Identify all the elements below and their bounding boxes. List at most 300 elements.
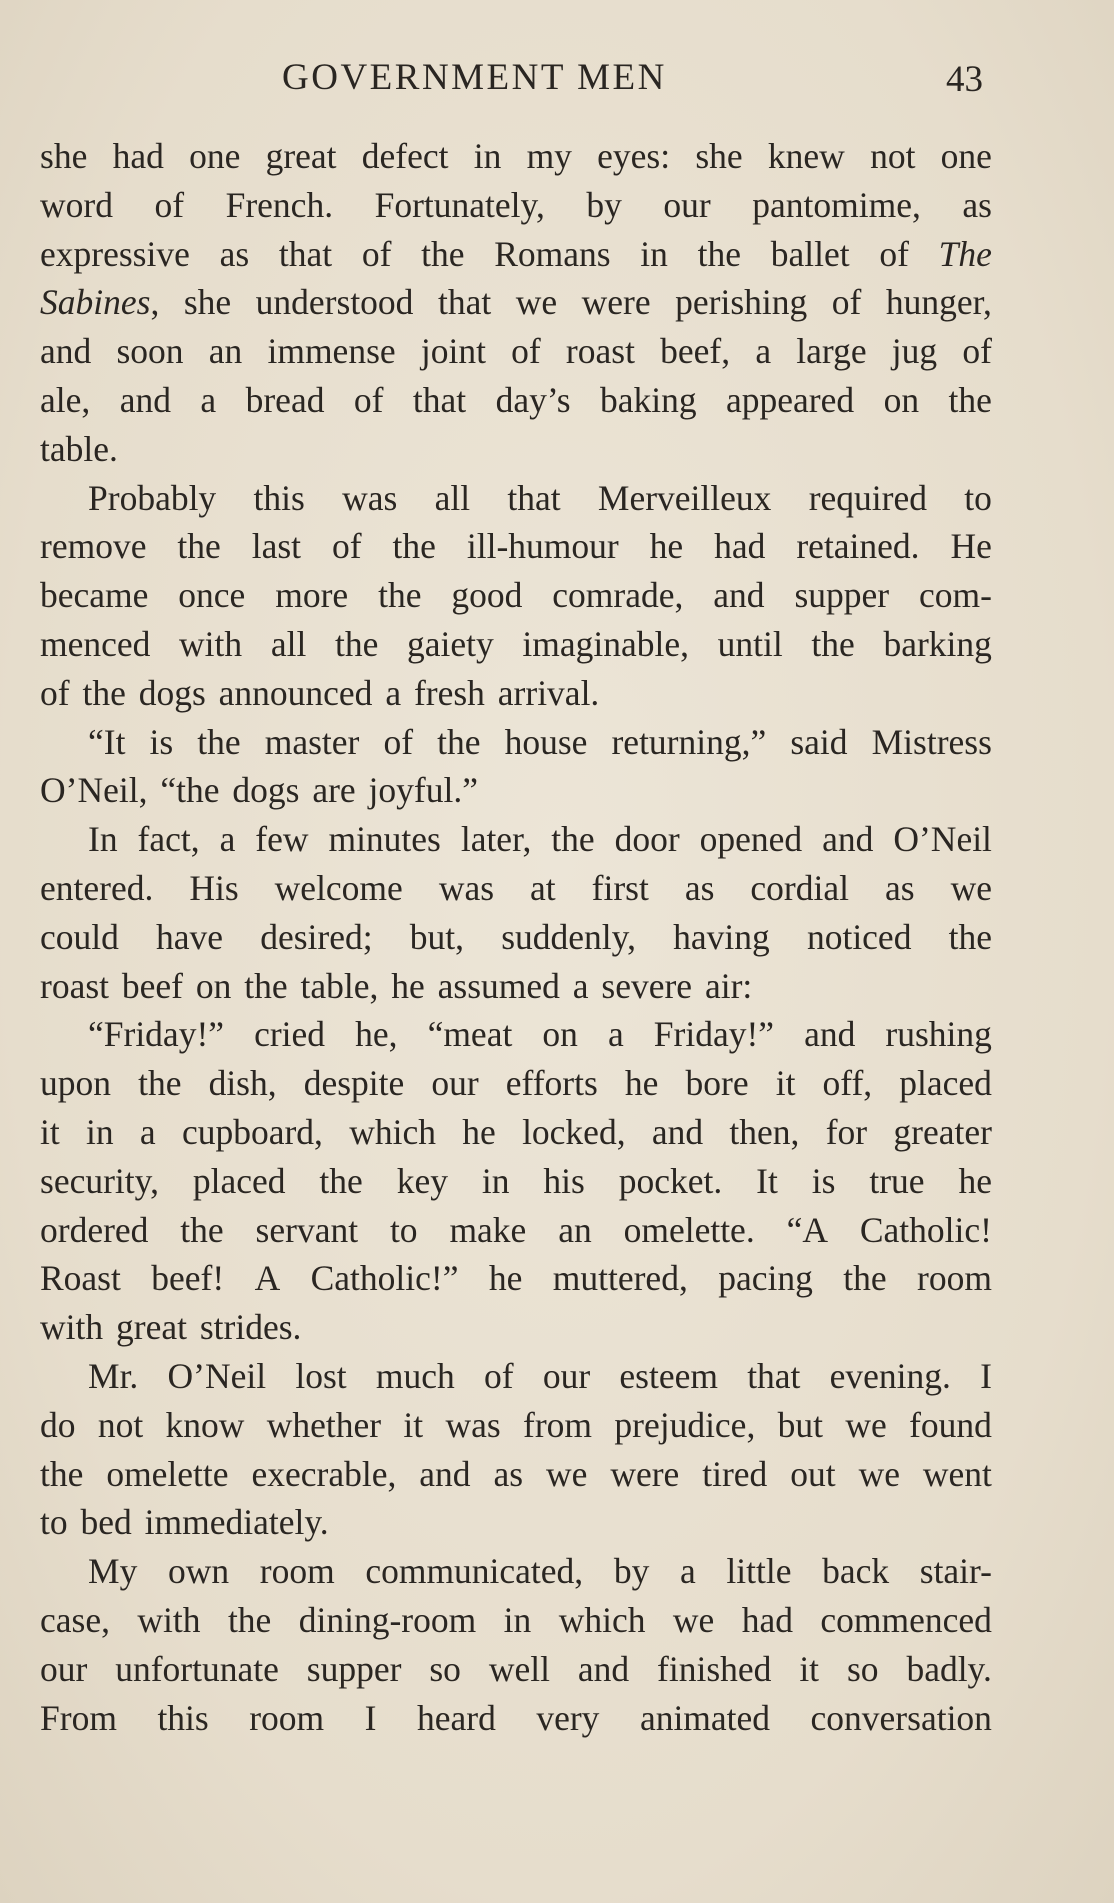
word: “It	[88, 721, 126, 762]
word: despite	[303, 1063, 405, 1104]
word: had	[112, 136, 164, 176]
word: were	[610, 1453, 680, 1494]
word: last	[251, 526, 302, 567]
word: from	[523, 1404, 593, 1445]
word: became	[40, 575, 149, 616]
word: not	[97, 1404, 144, 1445]
word: communicated,	[365, 1551, 584, 1592]
word: which	[558, 1599, 646, 1640]
word: The	[938, 233, 992, 274]
word: and	[804, 1014, 856, 1055]
word: were	[581, 282, 651, 323]
word: My	[88, 1551, 138, 1592]
word: pacing	[718, 1258, 813, 1299]
text-line	[40, 864, 992, 913]
word: of	[353, 379, 384, 420]
word: announced	[218, 672, 373, 713]
word: finished	[657, 1648, 772, 1689]
text-line	[40, 1450, 992, 1499]
word: bed	[80, 1502, 132, 1543]
word: more	[275, 575, 349, 616]
word: this	[253, 477, 305, 518]
word: execrable,	[251, 1453, 397, 1494]
word: it	[799, 1648, 820, 1689]
word: to	[389, 1209, 418, 1250]
word: in	[481, 1160, 510, 1201]
word: once	[178, 575, 246, 616]
word: our	[663, 184, 711, 225]
word: It	[756, 1160, 778, 1201]
word: room	[917, 1258, 992, 1299]
word: soon	[116, 331, 184, 372]
word: in	[473, 136, 502, 176]
word: with	[137, 1599, 201, 1640]
word: O’Neil	[167, 1355, 267, 1396]
word: our	[431, 1063, 479, 1104]
word: a	[755, 331, 772, 372]
word: cried	[254, 1014, 326, 1055]
word: and	[577, 1648, 630, 1689]
word: of	[831, 282, 862, 323]
word: Romans	[494, 233, 611, 274]
word: that	[412, 379, 467, 420]
word: the	[227, 1599, 272, 1640]
word: an	[558, 1209, 592, 1250]
word: little	[726, 1551, 792, 1592]
word: is	[811, 1160, 836, 1201]
word: opened	[699, 819, 803, 860]
word: the	[378, 575, 422, 616]
word: that	[747, 1355, 801, 1396]
word: cordial	[750, 867, 849, 908]
word: she	[695, 136, 743, 176]
word: tired	[702, 1453, 768, 1494]
word: the	[948, 916, 992, 957]
word: a	[139, 1111, 156, 1152]
text-line	[40, 571, 992, 620]
word: we	[515, 282, 558, 323]
word: and	[419, 1453, 471, 1494]
word: room	[259, 1551, 335, 1592]
text-line	[40, 425, 992, 474]
text-line	[40, 1352, 992, 1401]
word: perishing	[675, 282, 808, 323]
word: and	[713, 575, 765, 616]
text-line	[40, 1206, 992, 1255]
word: he	[624, 1063, 659, 1104]
text-line	[40, 913, 992, 962]
text-line	[40, 230, 992, 279]
word: the	[180, 1209, 224, 1250]
word: Catholic!	[859, 1209, 992, 1250]
word: desired;	[260, 916, 373, 957]
text-line	[40, 132, 992, 181]
word: we	[858, 1453, 900, 1494]
word: the	[40, 1453, 84, 1494]
page-number: 43	[946, 59, 983, 100]
word: bore	[685, 1063, 749, 1104]
word: omelette.	[623, 1209, 755, 1250]
word: heard	[417, 1697, 496, 1738]
word: own	[167, 1551, 230, 1592]
word: “A	[786, 1209, 828, 1250]
word: minutes	[328, 819, 441, 860]
word: lost	[295, 1355, 347, 1396]
word: security,	[40, 1160, 159, 1201]
word: suddenly,	[501, 916, 636, 957]
word: one	[189, 136, 241, 176]
word: found	[909, 1404, 992, 1445]
word: of	[154, 184, 185, 225]
word: well	[488, 1648, 550, 1689]
word: immense	[267, 331, 396, 372]
word: fresh	[413, 672, 485, 713]
text-line	[40, 620, 992, 669]
word: Probably	[88, 477, 217, 518]
word: table.	[40, 428, 118, 469]
word: is	[149, 721, 174, 762]
word: by	[586, 184, 622, 225]
word: menced	[40, 623, 151, 664]
body-text	[40, 132, 992, 1742]
word: a	[200, 379, 217, 420]
text-line	[40, 1645, 992, 1694]
word: the	[697, 233, 742, 274]
word: rushing	[885, 1014, 992, 1055]
word: the	[177, 526, 221, 567]
word: barking	[883, 623, 992, 664]
word: of	[40, 672, 70, 713]
text-line	[40, 278, 992, 327]
word: later,	[460, 819, 532, 860]
word: do	[40, 1404, 76, 1445]
word: so	[846, 1648, 879, 1689]
word: In	[88, 819, 118, 860]
word: not	[870, 136, 916, 176]
word: of	[511, 331, 541, 372]
word: he	[958, 1160, 992, 1201]
word: ballet	[770, 233, 850, 274]
word: pocket.	[618, 1160, 723, 1201]
word: as	[684, 867, 715, 908]
word: our	[542, 1355, 591, 1396]
word: A	[254, 1258, 281, 1299]
word: pantomime,	[752, 184, 921, 225]
word: first	[591, 867, 649, 908]
word: arrival.	[497, 672, 600, 713]
word: esteem	[619, 1355, 718, 1396]
word: we	[672, 1599, 715, 1640]
word: that	[278, 233, 333, 274]
word: From	[40, 1697, 117, 1738]
word: knew	[767, 136, 845, 176]
word: servant	[255, 1209, 359, 1250]
word: as	[219, 233, 250, 274]
word: she	[183, 282, 232, 323]
word: air:	[704, 965, 753, 1006]
word: ale,	[40, 379, 91, 420]
word: muttered,	[552, 1258, 688, 1299]
text-line	[40, 1547, 992, 1596]
word: few	[255, 819, 309, 860]
word: great	[265, 136, 337, 176]
word: much	[375, 1355, 455, 1396]
word: all	[434, 477, 471, 518]
word: which	[349, 1111, 436, 1152]
text-line	[40, 718, 992, 767]
text-line	[40, 766, 992, 815]
word: strides.	[199, 1307, 302, 1348]
word: case,	[40, 1599, 110, 1640]
text-line	[40, 181, 992, 230]
word: and	[119, 379, 171, 420]
text-line	[40, 1059, 992, 1108]
word: key	[396, 1160, 448, 1201]
text-line	[40, 815, 992, 864]
text-line	[40, 1303, 992, 1352]
word: a	[679, 1551, 696, 1592]
word: have	[156, 916, 224, 957]
word: as	[962, 184, 992, 225]
word: it	[775, 1063, 796, 1104]
word: defect	[361, 136, 449, 176]
word: Fortunately,	[374, 184, 545, 225]
word: supper	[794, 575, 890, 616]
word: and	[651, 1111, 704, 1152]
word: His	[189, 867, 239, 908]
word: the	[843, 1258, 887, 1299]
word: on	[542, 1014, 578, 1055]
word: out	[790, 1453, 836, 1494]
text-line	[40, 962, 992, 1011]
word: ill-humour	[466, 526, 619, 567]
word: could	[40, 916, 119, 957]
word: locked,	[522, 1111, 626, 1152]
word: ordered	[40, 1209, 149, 1250]
word: for	[825, 1111, 868, 1152]
word: hunger,	[885, 282, 992, 323]
word: severe	[601, 965, 693, 1006]
word: the	[948, 379, 992, 420]
word: noticed	[806, 916, 912, 957]
word: we	[950, 867, 992, 908]
text-line	[40, 522, 992, 571]
word: Mistress	[871, 721, 992, 762]
text-line	[40, 1108, 992, 1157]
text-line	[40, 669, 992, 718]
word: He	[950, 526, 992, 567]
word: required	[808, 477, 927, 518]
word: a	[385, 672, 402, 713]
word: it	[403, 1404, 424, 1445]
text-line	[40, 376, 992, 425]
word: a	[219, 819, 236, 860]
word: beef!	[151, 1258, 225, 1299]
word: until	[717, 623, 783, 664]
word: very	[536, 1697, 600, 1738]
word: he	[488, 1258, 523, 1299]
word: he,	[355, 1014, 398, 1055]
word: the	[551, 819, 595, 860]
word: placed	[192, 1160, 286, 1201]
word: table,	[300, 965, 379, 1006]
word: the	[319, 1160, 363, 1201]
word: understood	[255, 282, 414, 323]
word: back	[822, 1551, 890, 1592]
word: stair-	[919, 1551, 992, 1592]
word: the	[421, 233, 465, 274]
word: O’Neil	[893, 819, 992, 860]
word: beef	[121, 965, 183, 1006]
word: house	[504, 721, 588, 762]
word: retained.	[796, 526, 920, 567]
word: said	[790, 721, 848, 762]
text-line	[40, 1254, 992, 1303]
word: conversation	[810, 1697, 992, 1738]
word: but	[777, 1404, 824, 1445]
word: immediately.	[144, 1502, 329, 1543]
word: O’Neil,	[40, 770, 148, 811]
word: supper	[306, 1648, 402, 1689]
word: the	[197, 721, 241, 762]
word: efforts	[505, 1063, 598, 1104]
word: she	[40, 136, 88, 176]
word: bread	[245, 379, 325, 420]
word: good	[451, 575, 523, 616]
word: Roast	[40, 1258, 121, 1299]
word: know	[165, 1404, 245, 1445]
word: by	[613, 1551, 650, 1592]
word: returning,”	[611, 721, 767, 762]
word: with	[179, 623, 243, 664]
word: roast	[40, 965, 110, 1006]
word: unfortunate	[115, 1648, 279, 1689]
word: and	[822, 819, 874, 860]
word: I	[364, 1697, 377, 1738]
text-line	[40, 1596, 992, 1645]
word: went	[922, 1453, 992, 1494]
word: room	[249, 1697, 325, 1738]
word: “meat	[427, 1014, 513, 1055]
word: Mr.	[88, 1355, 139, 1396]
word: that	[437, 282, 492, 323]
word: dogs	[232, 770, 300, 811]
word: Sabines,	[40, 282, 160, 323]
word: on	[883, 379, 920, 420]
word: then,	[729, 1111, 800, 1152]
word: a	[607, 1014, 624, 1055]
running-title: GOVERNMENT MEN	[282, 57, 667, 98]
word: dogs	[138, 672, 206, 713]
word: of	[879, 233, 909, 274]
word: off,	[822, 1063, 873, 1104]
word: as	[884, 867, 915, 908]
word: whether	[266, 1404, 382, 1445]
word: joint	[420, 331, 486, 372]
word: to	[40, 1502, 68, 1543]
word: we	[845, 1404, 887, 1445]
word: the	[334, 623, 379, 664]
word: badly.	[906, 1648, 992, 1689]
word: “the	[160, 770, 220, 811]
word: com-	[919, 575, 992, 616]
word: he	[649, 526, 684, 567]
word: the	[138, 1063, 182, 1104]
word: he	[462, 1111, 496, 1152]
word: dining-room	[298, 1599, 477, 1640]
word: he	[391, 965, 425, 1006]
word: an	[208, 331, 243, 372]
word: day’s	[495, 379, 571, 420]
word: the	[437, 721, 481, 762]
word: cupboard,	[181, 1111, 323, 1152]
text-line	[40, 327, 992, 376]
word: great	[116, 1307, 187, 1348]
word: to	[964, 477, 992, 518]
word: I	[980, 1355, 992, 1396]
text-line	[40, 1401, 992, 1450]
word: commenced	[820, 1599, 992, 1640]
word: make	[449, 1209, 527, 1250]
word: evening.	[829, 1355, 951, 1396]
word: with	[40, 1307, 104, 1348]
word: word	[40, 184, 113, 225]
running-head	[0, 56, 1114, 106]
word: Friday!”	[653, 1014, 775, 1055]
word: our	[40, 1648, 88, 1689]
word: a	[572, 965, 589, 1006]
text-line	[40, 1694, 992, 1743]
word: was	[445, 1404, 501, 1445]
word: placed	[899, 1063, 992, 1104]
word: was	[438, 867, 495, 908]
word: beef,	[660, 331, 731, 372]
word: entered.	[40, 867, 154, 908]
word: my	[526, 136, 572, 176]
word: comrade,	[552, 575, 684, 616]
word: that	[507, 477, 561, 518]
word: Merveilleux	[597, 477, 772, 518]
word: large	[796, 331, 867, 372]
word: true	[869, 1160, 925, 1201]
word: eyes:	[597, 136, 671, 176]
word: was	[342, 477, 398, 518]
word: joyful.”	[368, 770, 478, 811]
word: assumed	[437, 965, 560, 1006]
word: prejudice,	[614, 1404, 756, 1445]
word: of	[962, 331, 992, 372]
word: expressive	[40, 233, 190, 274]
word: dish,	[208, 1063, 277, 1104]
word: of	[332, 526, 362, 567]
word: Catholic!”	[310, 1258, 459, 1299]
word: but,	[409, 916, 465, 957]
word: all	[270, 623, 307, 664]
word: as	[493, 1453, 524, 1494]
word: gaiety	[407, 623, 494, 664]
word: greater	[893, 1111, 992, 1152]
word: on	[195, 965, 232, 1006]
word: the	[82, 672, 126, 713]
text-line	[40, 1157, 992, 1206]
word: appeared	[726, 379, 855, 420]
word: it	[40, 1111, 60, 1152]
word: in	[640, 233, 668, 274]
word: are	[312, 770, 356, 811]
word: the	[244, 965, 288, 1006]
word: of	[383, 721, 414, 762]
word: French.	[225, 184, 334, 225]
